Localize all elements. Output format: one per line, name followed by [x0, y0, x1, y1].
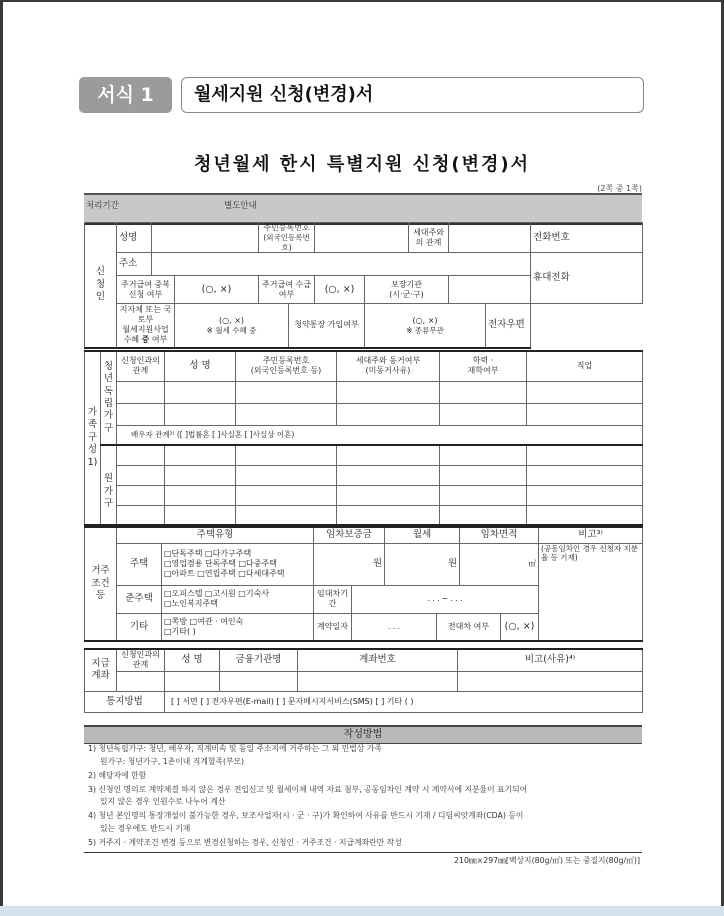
col-rrn: 주민등록번호 (외국인등록번호 등): [236, 351, 337, 381]
cell[interactable]: [165, 403, 236, 425]
cell[interactable]: [117, 403, 165, 425]
cell[interactable]: [117, 445, 165, 465]
note-2: 2) 해당자에 한함: [88, 770, 147, 780]
col-job: 직업: [527, 351, 643, 381]
family-row: [85, 505, 643, 525]
cell[interactable]: [165, 485, 236, 505]
email-label: 전자우편: [486, 304, 531, 348]
house-type-options[interactable]: □단독주택 □다가구주택 □영업겸용 단독주택 □다중주택 □아파트 □연립주택 □다세대주택: [162, 543, 314, 585]
col-pay-note: 비고(사유)⁴⁾: [458, 649, 643, 671]
col-name: 성 명: [165, 351, 236, 381]
lease-period-label: 임대차기간: [314, 585, 352, 613]
origin-household-label: 원가구: [101, 445, 117, 525]
head-relation-label: 세대주와의 관계: [409, 223, 449, 253]
cell[interactable]: [440, 403, 527, 425]
family-section-label: 가족구성1): [85, 351, 101, 525]
note-1: 1) 청년독립가구: 청년, 배우자, 직계비속 및 동일 주소지에 거주하는 그 외 민법상 가족 원가구: 청년가구, 1촌이내 직계혈족(부모): [88, 744, 382, 766]
cell[interactable]: [236, 381, 337, 403]
housing-benefit-recv-label: 주거급여 수급여부: [259, 276, 315, 304]
cell[interactable]: [117, 381, 165, 403]
residence-section: [84, 526, 642, 642]
cell[interactable]: [527, 485, 643, 505]
family-section: [84, 350, 642, 526]
col-relation: 신청인과의 관계: [117, 351, 165, 381]
col-education: 학력 · 재학여부: [440, 351, 527, 381]
cell[interactable]: [527, 381, 643, 403]
cell[interactable]: [220, 671, 298, 691]
cell[interactable]: [117, 671, 165, 691]
cell[interactable]: [527, 505, 643, 525]
cell[interactable]: [117, 485, 165, 505]
form-number-badge: 서식 1: [79, 77, 172, 113]
page-indicator: (2쪽 중 1쪽): [597, 184, 642, 193]
cell[interactable]: [527, 465, 643, 485]
name-label: 성명: [117, 223, 152, 253]
payment-section: [84, 648, 642, 713]
contract-date-label: 계약일자: [314, 613, 352, 641]
col-cohabit: 세대주와 동거여부 (미동거사유): [337, 351, 440, 381]
instructions-heading: 작성방법: [84, 725, 642, 744]
rrn-label: 주민등록번호 (외국인등록번호): [259, 223, 315, 253]
applicant-section-label: 신청인: [85, 223, 117, 348]
family-row: [85, 445, 643, 465]
agency-field[interactable]: [449, 276, 531, 304]
col-account: 계좌번호: [298, 649, 458, 671]
col-house-type: 주택유형: [117, 527, 314, 543]
address-label: 주소: [117, 253, 152, 276]
cell[interactable]: [337, 381, 440, 403]
name-field[interactable]: [152, 223, 259, 253]
cell[interactable]: [458, 671, 643, 691]
section-title: 월세지원 신청(변경)서: [194, 84, 374, 105]
local-support-label: 지자체 또는 국토부 월세지원사업 수혜 중 여부: [117, 304, 175, 348]
cell[interactable]: [236, 445, 337, 465]
rrn-field[interactable]: [315, 223, 409, 253]
cell[interactable]: [165, 505, 236, 525]
cell[interactable]: [337, 445, 440, 465]
col-rent: 월세: [385, 527, 460, 543]
document-title: 청년월세 한시 특별지원 신청(변경)서: [193, 154, 531, 175]
housing-benefit-dup-field[interactable]: (○, ×): [175, 276, 259, 304]
agency-label: 보장기관 (시·군·구): [365, 276, 449, 304]
cell[interactable]: [337, 485, 440, 505]
cell[interactable]: [236, 403, 337, 425]
spouse-relation-line[interactable]: 배우자 관계²⁾ ([ ]법률혼 [ ]사실혼 [ ]사실상 이혼): [117, 425, 643, 445]
cell[interactable]: [236, 485, 337, 505]
cell[interactable]: [165, 465, 236, 485]
mobile-label: 휴대전화: [531, 253, 643, 304]
local-support-field[interactable]: (○, ×) ※ 월세 수혜 중: [175, 304, 289, 348]
savings-label: 청약통장 가입여부: [289, 304, 365, 348]
col-note: 비고³⁾: [539, 527, 643, 543]
other-label: 기타: [117, 613, 162, 641]
note-3: 3) 신청인 명의로 계약체결 하지 않은 경우 전입신고 및 월세이체 내역 자료 첨부, 공동임차인 계약 시 계약서에 지분율이 표기되어 있지 않은 경우 인원수로 나누어 계산: [88, 784, 528, 807]
housing-benefit-dup-label: 주거급여 중복신청 여부: [117, 276, 175, 304]
note-4: 4) 청년 본인명의 통장개설이 불가능한 경우, 보조사업자(시 · 군 · 구)가 확인하여 사유를 반드시 기재 / 디딤씨앗계좌(CDA) 등이 있는 경우에도 반드시 기재: [88, 811, 524, 834]
sublease-field[interactable]: (○, ×): [501, 613, 539, 641]
other-options[interactable]: □쪽방 □여관 · 여인숙 □기타( ): [162, 613, 314, 641]
cell[interactable]: [440, 505, 527, 525]
cell[interactable]: [337, 505, 440, 525]
family-row: [85, 403, 643, 425]
sublease-label: 전대차 여부: [437, 613, 501, 641]
col-pay-relation: 신청인과의 관계: [117, 649, 165, 671]
processing-value: 별도안내: [224, 201, 257, 211]
cell[interactable]: [298, 671, 458, 691]
cell[interactable]: [165, 671, 220, 691]
paper-spec: 210㎜×297㎜[백상지(80g/㎡) 또는 중질지(80g/㎡)]: [454, 856, 640, 865]
house-label: 주택: [117, 543, 162, 585]
address-field[interactable]: [152, 253, 531, 276]
cell[interactable]: [337, 465, 440, 485]
applicant-section: [84, 222, 642, 349]
cell[interactable]: [337, 403, 440, 425]
housing-benefit-recv-field[interactable]: (○, ×): [315, 276, 365, 304]
payment-row: [85, 671, 643, 691]
cell[interactable]: [117, 465, 165, 485]
rent-field[interactable]: 원: [385, 543, 460, 585]
payment-section-label: 지급계좌: [85, 649, 117, 691]
semi-house-options[interactable]: □오피스텔 □고시원 □기숙사 □노인복지주택: [162, 585, 314, 613]
section-title-box: [181, 77, 644, 113]
viewer-bottom-bar: [0, 906, 724, 916]
family-row: [85, 485, 643, 505]
deposit-field[interactable]: 원: [314, 543, 385, 585]
cell[interactable]: [165, 445, 236, 465]
phone-label: 전화번호: [531, 223, 643, 253]
col-area: 임차면적: [460, 527, 539, 543]
area-field[interactable]: ㎡: [460, 543, 539, 585]
cell[interactable]: [440, 485, 527, 505]
cell[interactable]: [165, 381, 236, 403]
divider: [84, 852, 642, 853]
residence-section-label: 거주조건등: [85, 527, 117, 641]
contract-date-field[interactable]: . . .: [352, 613, 437, 641]
cell[interactable]: [236, 465, 337, 485]
cell[interactable]: [440, 465, 527, 485]
cell[interactable]: [236, 505, 337, 525]
cell[interactable]: [527, 445, 643, 465]
cell[interactable]: [527, 403, 643, 425]
window-border-top: [0, 0, 724, 2]
processing-period-bar: [84, 193, 642, 225]
cell[interactable]: [117, 505, 165, 525]
col-pay-name: 성 명: [165, 649, 220, 671]
family-row: [85, 381, 643, 403]
semi-house-label: 준주택: [117, 585, 162, 613]
savings-field[interactable]: (○, ×) ※ 종류무관: [365, 304, 486, 348]
note-5: 5) 거주지 · 계약조건 변경 등으로 변경신청하는 경우, 신청인 · 거주조건 · 지급계좌란만 작성: [88, 838, 402, 848]
lease-period-field[interactable]: . . . ~ . . .: [352, 585, 539, 613]
col-bank: 금융기관명: [220, 649, 298, 671]
head-relation-field[interactable]: [449, 223, 531, 253]
note-field[interactable]: (공동임차인 경우 신청자 지분율 등 기재): [539, 543, 643, 641]
instructions-notes: [88, 743, 642, 851]
family-row: [85, 465, 643, 485]
youth-household-label: 청년독립가구: [101, 351, 117, 445]
notify-options[interactable]: [ ] 서면 [ ] 전자우편(E-mail) [ ] 문자메시지서비스(SMS) [ ] 기타 ( ): [165, 691, 643, 712]
notify-label: 통지방법: [85, 691, 165, 712]
cell[interactable]: [440, 445, 527, 465]
window-border-left: [0, 0, 3, 916]
col-deposit: 임차보증금: [314, 527, 385, 543]
cell[interactable]: [440, 381, 527, 403]
processing-label: 처리기간: [86, 201, 119, 211]
